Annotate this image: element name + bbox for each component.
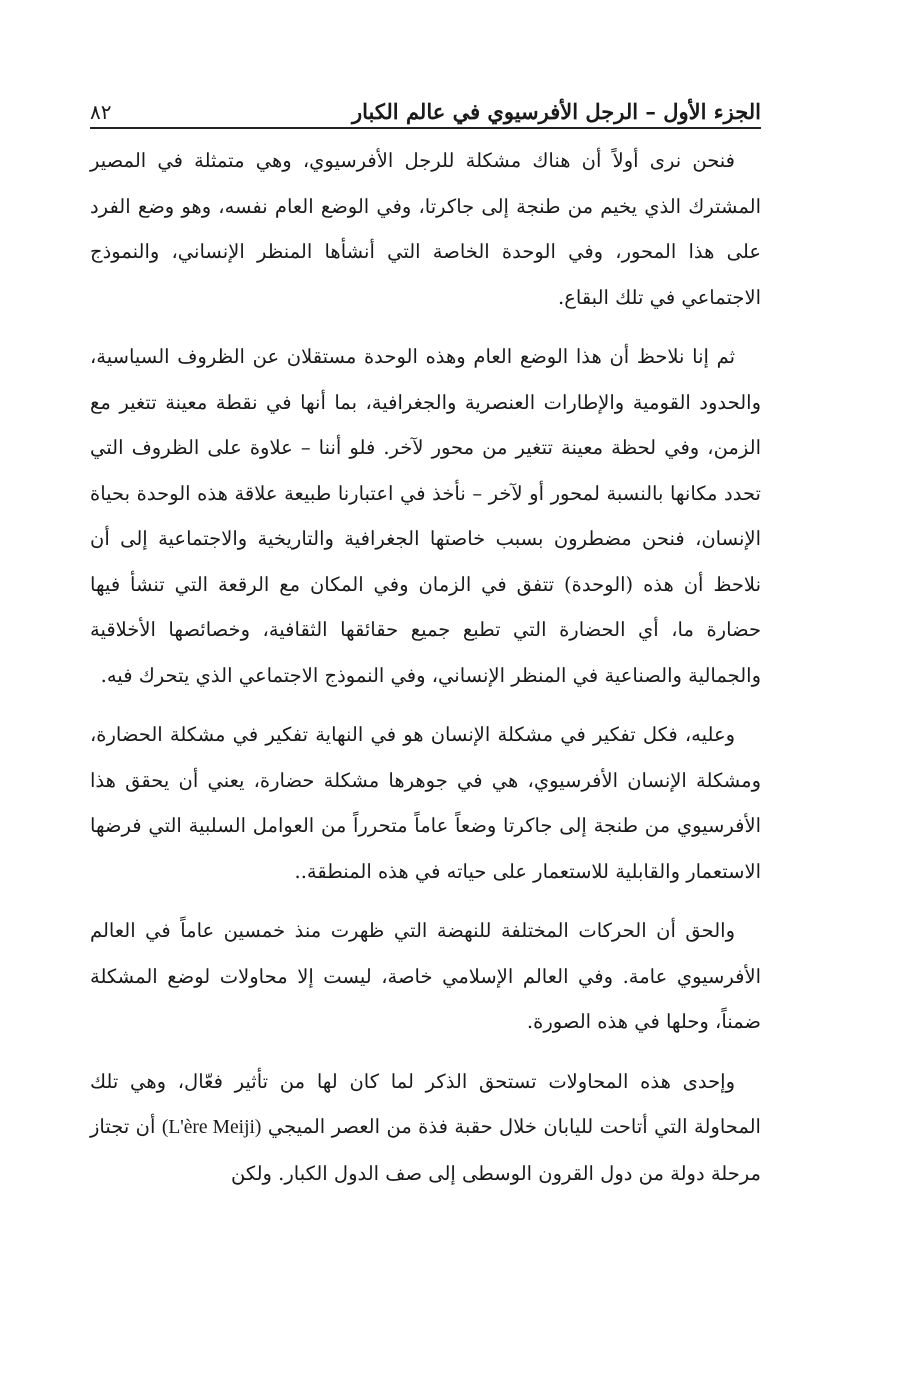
header-rule (90, 127, 761, 129)
running-header (90, 88, 761, 124)
paragraph-2: ثم إنا نلاحظ أن هذا الوضع العام وهذه الوحدة مستقلان عن الظروف السياسية، والحدود القومية والإطارات العنصرية والجغرافية، بما أنها في نقطة معينة تتغير مع الزمن، وفي لحظة معينة تتغير من محور لآخر. فلو أننا – علاوة على الظروف التي تحدد مكانها بالنسبة لمحور أو لآخر – نأخذ في اعتبارنا طبيعة علاقة هذه الوحدة بحياة الإنسان، فنحن مضطرون بسبب خاصتها الجغرافية والتاريخية والاجتماعية إلى أن نلاحظ أن هذه (الوحدة) تتفق في الزمان وفي المكان مع الرقعة التي تنشأ فيها حضارة ما، أي الحضارة التي تطبع جميع حقائقها الثقافية، وخصائصها الأخلاقية والجمالية والصناعية في المنظر الإنساني، وفي النموذج الاجتماعي الذي يتحرك فيه. (90, 345, 761, 687)
paragraph-5-text-end: أن تجتاز مرحلة دولة من دول القرون الوسطى إلى صف الدول الكبار. ولكن (90, 1115, 761, 1185)
paragraph-5-text-start: وإحدى هذه المحاولات تستحق الذكر لما كان لها من تأثير فعّال، وهي تلك المحاولة التي أتاحت لليابان خلال حقبة فذة من العصر الميجي (90, 1069, 761, 1138)
paragraph-3: وعليه، فكل تفكير في مشكلة الإنسان هو في النهاية تفكير في مشكلة الحضارة، ومشكلة الإنسان الأفرسيوي، هي في جوهرها مشكلة حضارة، يعني أن يحقق هذا الأفرسيوي من طنجة إلى جاكرتا وضعاً عاماً متحرراً من العوامل السلبية التي فرضها الاستعمار والقابلية للاستعمار على حياته في هذه المنطقة.. (90, 723, 761, 883)
paragraph-1: فنحن نرى أولاً أن هناك مشكلة للرجل الأفرسيوي، وهي متمثلة في المصير المشترك الذي يخيم من طنجة إلى جاكرتا، وفي الوضع العام نفسه، وهو وضع الفرد على هذا المحور، وفي الوحدة الخاصة التي أنشأها المنظر الإنساني، والنموذج الاجتماعي في تلك البقاع. (90, 149, 761, 309)
body-text (90, 138, 761, 1210)
paragraph-4: والحق أن الحركات المختلفة للنهضة التي ظهرت منذ خمسين عاماً في العالم الأفرسيوي عامة. وفي العالم الإسلامي خاصة، ليست إلا محاولات لوضع المشكلة ضمناً، وحلها في هذه الصورة. (90, 919, 761, 1033)
paragraph-5 (90, 1059, 761, 1197)
latin-term: (L'ère Meiji) (161, 1117, 262, 1138)
book-page (90, 0, 761, 1394)
running-title: الجزء الأول – الرجل الأفرسيوي في عالم الكبار (351, 99, 761, 124)
page-number: ٨٢ (90, 100, 112, 124)
